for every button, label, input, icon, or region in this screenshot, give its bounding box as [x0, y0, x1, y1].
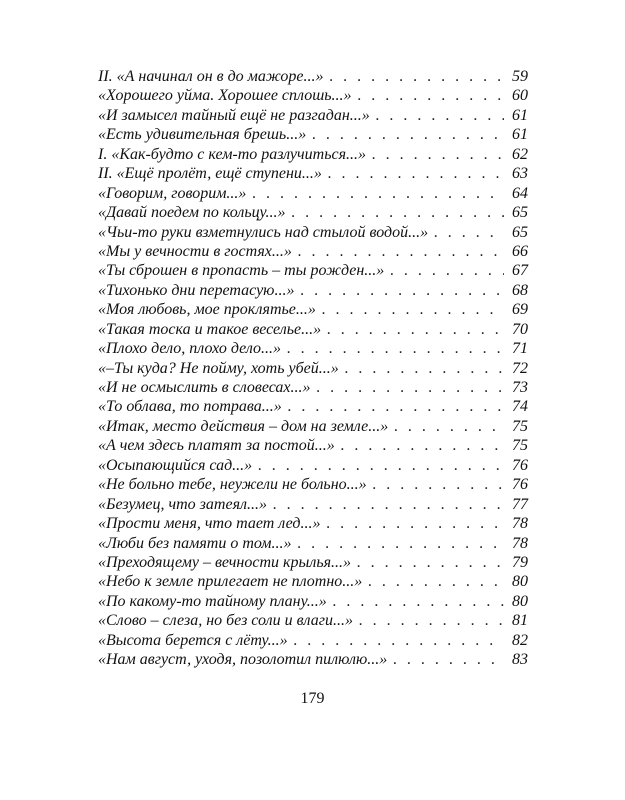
- toc-entry-page: 61: [512, 126, 528, 144]
- toc-entry: [98, 223, 528, 242]
- toc-entry-page: 73: [512, 379, 528, 396]
- toc-entry-title: «И замысел тайный ещё не разгадан...»: [98, 106, 370, 124]
- toc-entry: [98, 572, 528, 591]
- toc-entry: [98, 553, 528, 572]
- toc-entry-page: 83: [512, 651, 528, 669]
- toc-entry-title: «Безумец, что затеял...»: [98, 495, 267, 513]
- toc-entry-title: «Слово – слеза, но без соли и влаги...»: [98, 612, 353, 630]
- toc-entry-title: II. «Ещё пролёт, ещё ступени...»: [98, 165, 322, 183]
- toc-dot-leader: [312, 125, 504, 144]
- toc-entry-title: «Есть удивительная брешь...»: [98, 126, 307, 144]
- toc-entry-title: «–Ты куда? Не пойму, хоть убей...»: [98, 359, 339, 377]
- toc-entry-page: 72: [512, 359, 528, 377]
- toc-entry: [98, 592, 528, 611]
- toc-entry-title: «Прости меня, что тает лед...»: [98, 515, 321, 533]
- toc-entry: [98, 359, 528, 378]
- toc-entry-page: 68: [512, 281, 528, 299]
- toc-entry: [98, 514, 528, 533]
- toc-entry: [98, 67, 528, 86]
- toc-dot-leader: [390, 261, 504, 280]
- toc-entry-page: 79: [512, 553, 528, 571]
- toc-entry-page: 71: [512, 340, 528, 358]
- toc-entry-page: 78: [512, 515, 528, 533]
- toc-dot-leader: [434, 223, 504, 242]
- toc-entry-title: «Плохо дело, плохо дело...»: [98, 340, 281, 358]
- toc-entry-title: «И не осмыслить в словесах...»: [98, 379, 311, 396]
- table-of-contents: [98, 67, 528, 670]
- toc-dot-leader: [357, 553, 504, 572]
- toc-entry-title: «Не больно тебе, неужели не больно...»: [98, 476, 367, 494]
- toc-entry-page: 63: [512, 165, 528, 183]
- toc-entry-page: 59: [512, 68, 528, 85]
- toc-dot-leader: [329, 67, 504, 86]
- toc-dot-leader: [372, 145, 504, 164]
- toc-entry: [98, 495, 528, 514]
- toc-entry-page: 60: [512, 87, 528, 105]
- toc-entry-page: 81: [512, 612, 528, 630]
- toc-dot-leader: [317, 378, 505, 397]
- toc-entry-page: 67: [512, 262, 528, 280]
- toc-dot-leader: [294, 631, 504, 650]
- toc-entry: [98, 261, 528, 280]
- toc-entry-page: 65: [512, 204, 528, 222]
- toc-entry: [98, 125, 528, 144]
- toc-entry-title: «Осыпающийся сад...»: [98, 456, 253, 474]
- toc-entry: [98, 378, 528, 397]
- toc-entry-title: «Моя любовь, мое проклятье...»: [98, 301, 316, 319]
- toc-entry-title: «Преходящему – вечности крылья...»: [98, 553, 352, 571]
- toc-entry-title: «Такая тоска и такое веселье...»: [98, 320, 322, 338]
- toc-dot-leader: [341, 436, 504, 455]
- toc-dot-leader: [393, 650, 504, 669]
- toc-dot-leader: [298, 534, 505, 553]
- toc-entry-title: «Высота берется с лёту...»: [98, 631, 288, 649]
- toc-entry: [98, 417, 528, 436]
- toc-entry-title: «Итак, место действия – дом на земле...»: [98, 417, 389, 435]
- toc-entry-title: «Нам август, уходя, позолотил пилюлю...»: [98, 651, 388, 669]
- toc-dot-leader: [345, 359, 504, 378]
- toc-dot-leader: [359, 611, 504, 630]
- toc-entry: [98, 456, 528, 475]
- toc-dot-leader: [327, 320, 504, 339]
- toc-entry-title: «Люби без памяти о том...»: [98, 534, 292, 552]
- toc-entry: [98, 281, 528, 300]
- toc-entry-page: 76: [512, 476, 528, 494]
- toc-entry: [98, 320, 528, 339]
- toc-dot-leader: [326, 514, 504, 533]
- toc-entry-page: 78: [512, 534, 528, 552]
- toc-dot-leader: [287, 339, 504, 358]
- toc-entry: [98, 650, 528, 669]
- toc-dot-leader: [288, 397, 504, 416]
- toc-dot-leader: [322, 300, 504, 319]
- toc-dot-leader: [258, 456, 504, 475]
- toc-dot-leader: [328, 164, 504, 183]
- toc-entry: [98, 397, 528, 416]
- toc-entry-title: «Ты сброшен в пропасть – ты рожден...»: [98, 262, 385, 280]
- toc-entry: [98, 86, 528, 105]
- toc-entry: [98, 106, 528, 125]
- toc-entry-title: «Давай поедем по кольцу...»: [98, 204, 286, 222]
- toc-entry: [98, 631, 528, 650]
- toc-entry-page: 80: [512, 592, 528, 610]
- toc-entry: [98, 300, 528, 319]
- toc-entry-page: 76: [512, 456, 528, 474]
- toc-entry-page: 77: [512, 495, 528, 513]
- toc-dot-leader: [273, 495, 504, 514]
- toc-entry-page: 75: [512, 437, 528, 455]
- toc-entry: [98, 203, 528, 222]
- toc-entry-title: II. «А начинал он в до мажоре...»: [98, 68, 324, 85]
- toc-entry: [98, 339, 528, 358]
- toc-entry-page: 65: [512, 223, 528, 241]
- toc-dot-leader: [298, 242, 504, 261]
- toc-entry-title: «Мы у вечности в гостях...»: [98, 242, 292, 260]
- toc-dot-leader: [358, 86, 504, 105]
- toc-entry: [98, 164, 528, 183]
- toc-entry: [98, 436, 528, 455]
- toc-dot-leader: [373, 475, 504, 494]
- toc-entry-title: I. «Как-будто с кем-то разлучиться...»: [98, 145, 367, 163]
- toc-entry: [98, 145, 528, 164]
- toc-entry-title: «Чьи-то руки взметнулись над стылой водой...»: [98, 223, 429, 241]
- toc-entry: [98, 184, 528, 203]
- toc-entry-page: 66: [512, 242, 528, 260]
- toc-entry-page: 70: [512, 320, 528, 338]
- toc-entry-title: «По какому-то тайному плану...»: [98, 592, 327, 610]
- toc-entry-page: 61: [512, 106, 528, 124]
- toc-entry: [98, 475, 528, 494]
- toc-entry-title: «А чем здесь платят за постой...»: [98, 437, 335, 455]
- toc-entry: [98, 534, 528, 553]
- toc-entry: [98, 242, 528, 261]
- toc-dot-leader: [394, 417, 504, 436]
- toc-dot-leader: [300, 281, 504, 300]
- toc-entry-title: «То облава, то потрава...»: [98, 398, 282, 416]
- toc-entry-page: 74: [512, 398, 528, 416]
- toc-entry-page: 75: [512, 417, 528, 435]
- toc-entry-title: «Небо к земле прилегает не плотно...»: [98, 573, 363, 591]
- toc-entry-page: 69: [512, 301, 528, 319]
- toc-dot-leader: [252, 184, 504, 203]
- toc-entry: [98, 611, 528, 630]
- toc-entry-title: «Хорошего уйма. Хорошее сплошь...»: [98, 87, 352, 105]
- toc-entry-page: 62: [512, 145, 528, 163]
- toc-dot-leader: [376, 106, 504, 125]
- toc-dot-leader: [333, 592, 504, 611]
- page-number: 179: [300, 690, 325, 707]
- toc-entry-page: 64: [512, 184, 528, 202]
- toc-dot-leader: [368, 572, 504, 591]
- toc-entry-title: «Тихонько дни перетасую...»: [98, 281, 295, 299]
- toc-entry-title: «Говорим, говорим...»: [98, 184, 247, 202]
- toc-entry-page: 82: [512, 631, 528, 649]
- toc-entry-page: 80: [512, 573, 528, 591]
- toc-dot-leader: [292, 203, 504, 222]
